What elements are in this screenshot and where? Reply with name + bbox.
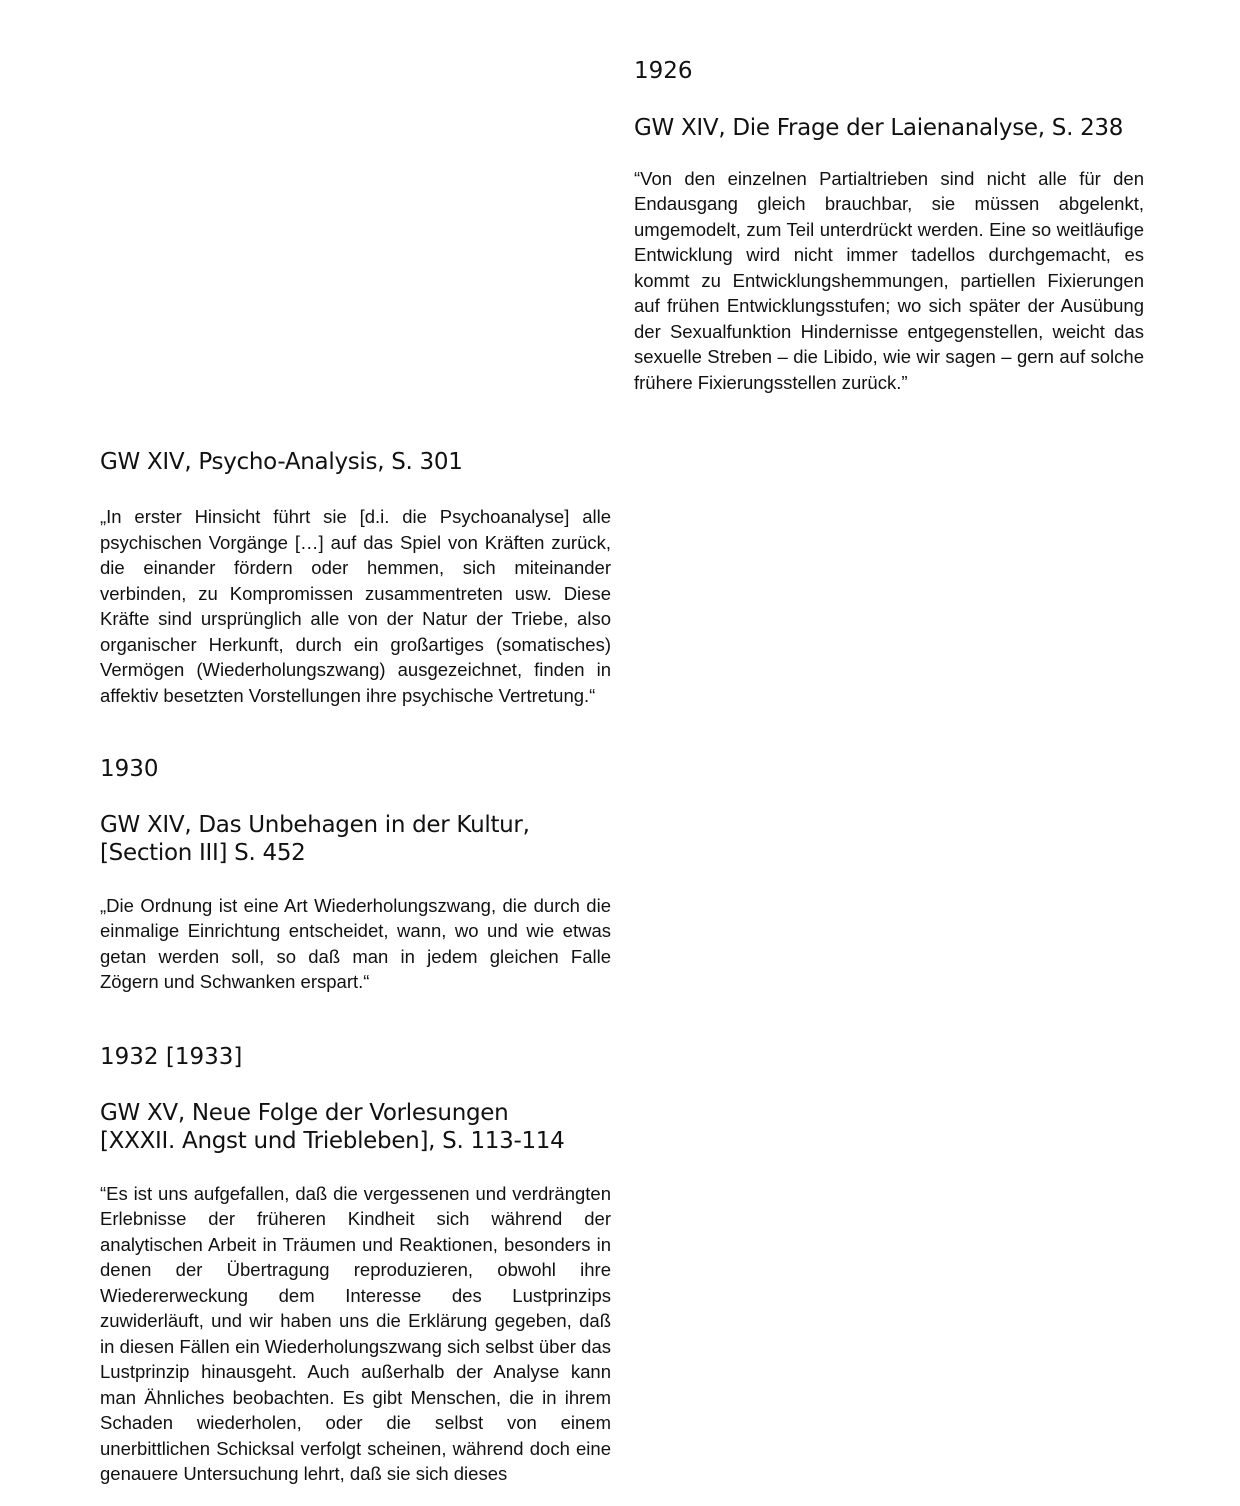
entry-1932 [100, 1044, 611, 1487]
year-heading: 1932 [1933] [100, 1044, 243, 1070]
source-line: [Section III] S. 452 [100, 839, 306, 866]
year-heading: 1930 [100, 756, 159, 782]
source-line: GW XIV, Die Frage der Laienanalyse, S. 238 [634, 114, 1124, 141]
entry-1926 [634, 58, 1144, 395]
source-line: [XXXII. Angst und Triebleben], S. 113-114 [100, 1127, 565, 1154]
year-heading: 1926 [634, 58, 693, 84]
source-heading [100, 448, 611, 476]
source-heading [100, 811, 611, 867]
entry-psycho-analysis [100, 448, 611, 708]
source-heading [634, 114, 1144, 142]
quote-text: “Es ist uns aufgefallen, daß die vergessenen und verdrängten Erlebnisse der früheren Kindheit sich während der analytischen Arbeit in Träumen und Reaktionen, besonders in denen der Übertragung reproduzieren, obwohl ihre Wiedererweckung dem Interesse des Lustprinzips zuwiderläuft, und wir haben uns die Erklärung gegeben, daß in diesen Fällen ein Wiederholungszwang sich selbst über das Lustprinzip hinausgeht. Auch außerhalb der Analyse kann man Ähnliches beobachten. Es gibt Menschen, die in ihrem Schaden wiederholen, oder die selbst von einem unerbittlichen Schicksal verfolgt scheinen, während doch eine genauere Untersuchung lehrt, daß sie sich dieses [100, 1182, 611, 1485]
source-line: GW XIV, Das Unbehagen in der Kultur, [100, 811, 530, 838]
quote-text: „Die Ordnung ist eine Art Wiederholungszwang, die durch die einmalige Einrichtung entscheidet, wann, wo und wie etwas getan werden soll, so daß man in jedem gleichen Falle Zögern und Schwanken erspart.“ [100, 894, 611, 993]
entry-1930 [100, 756, 611, 995]
source-heading [100, 1099, 611, 1155]
quote-text: “Von den einzelnen Partialtrieben sind nicht alle für den Endausgang gleich brauchbar, sie müssen abgelenkt, umgemodelt, zum Teil unterdrückt werden. Eine so weitläufige Entwicklung wird nicht immer tadellos durchgemacht, es kommt zu Entwicklungshemmungen, partiellen Fixierungen auf frühen Entwicklungsstufen; wo sich später der Ausübung der Sexualfunktion Hindernisse entgegenstellen, weicht das sexuelle Streben – die Libido, wie wir sagen – gern auf solche frühere Fixierungsstellen zurück.” [634, 167, 1144, 393]
source-line: GW XV, Neue Folge der Vorlesungen [100, 1099, 509, 1126]
source-line: GW XIV, Psycho-Analysis, S. 301 [100, 449, 463, 475]
quote-text: „In erster Hinsicht führt sie [d.i. die Psychoanalyse] alle psychischen Vorgänge […] auf das Spiel von Kräften zurück, die einander fördern oder hemmen, sich miteinander verbinden, zu Kompromissen zusammentreten usw. Diese Kräfte sind ursprünglich alle von der Natur der Triebe, also organischer Herkunft, durch ein großartiges (somatisches) Vermögen (Wiederholungszwang) ausgezeichnet, finden in affektiv besetzten Vorstellungen ihre psychische Vertretung.“ [100, 506, 611, 706]
